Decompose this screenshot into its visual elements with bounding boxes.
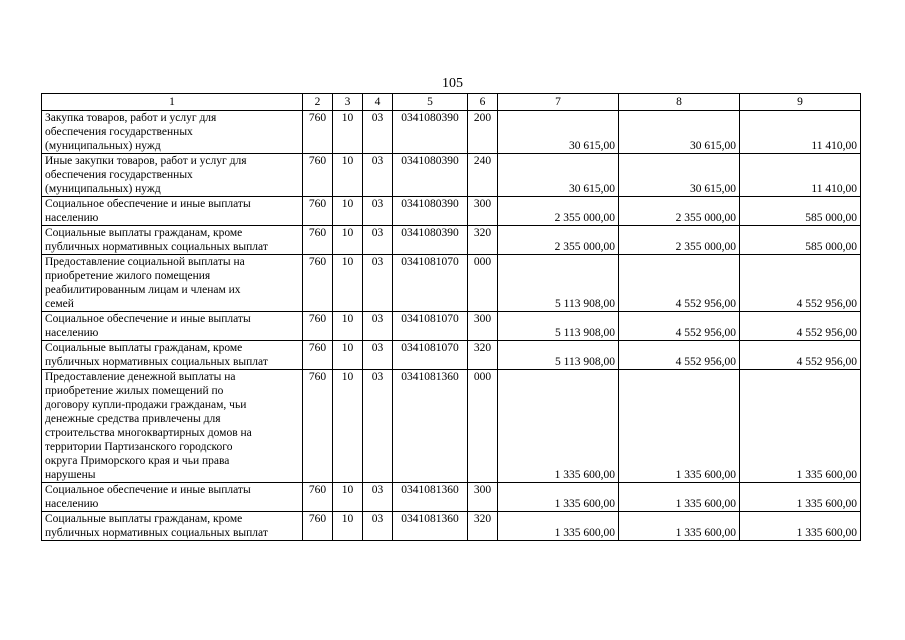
row-name: Социальное обеспечение и иные выплаты населению [42, 197, 303, 226]
row-amount-7: 2 355 000,00 [498, 197, 619, 226]
row-code-6: 200 [468, 111, 498, 154]
row-amount-7: 30 615,00 [498, 154, 619, 197]
header-row [42, 94, 861, 111]
row-amount-7: 2 355 000,00 [498, 226, 619, 255]
table-row [42, 197, 861, 226]
table-row [42, 512, 861, 541]
row-code-4: 03 [363, 111, 393, 154]
row-amount-8: 1 335 600,00 [619, 370, 740, 483]
row-amount-8: 2 355 000,00 [619, 226, 740, 255]
row-name: Закупка товаров, работ и услуг для обеспечения государственных (муниципальных) нужд [42, 111, 303, 154]
row-amount-9: 4 552 956,00 [740, 312, 861, 341]
col-header-4: 4 [363, 94, 393, 111]
row-name: Социальные выплаты гражданам, кроме публичных нормативных социальных выплат [42, 512, 303, 541]
row-amount-9: 1 335 600,00 [740, 512, 861, 541]
row-code-4: 03 [363, 197, 393, 226]
row-code-2: 760 [303, 111, 333, 154]
row-amount-7: 1 335 600,00 [498, 483, 619, 512]
row-code-2: 760 [303, 341, 333, 370]
row-amount-7: 1 335 600,00 [498, 512, 619, 541]
row-code-2: 760 [303, 512, 333, 541]
row-amount-9: 11 410,00 [740, 111, 861, 154]
row-code-5: 0341081360 [393, 370, 468, 483]
row-code-3: 10 [333, 111, 363, 154]
row-code-6: 240 [468, 154, 498, 197]
row-name: Социальные выплаты гражданам, кроме публичных нормативных социальных выплат [42, 341, 303, 370]
row-code-3: 10 [333, 512, 363, 541]
row-code-6: 320 [468, 341, 498, 370]
row-code-2: 760 [303, 154, 333, 197]
row-amount-7: 5 113 908,00 [498, 312, 619, 341]
col-header-9: 9 [740, 94, 861, 111]
col-header-2: 2 [303, 94, 333, 111]
row-code-4: 03 [363, 512, 393, 541]
row-amount-9: 11 410,00 [740, 154, 861, 197]
row-code-4: 03 [363, 255, 393, 312]
col-header-1: 1 [42, 94, 303, 111]
row-code-6: 320 [468, 226, 498, 255]
row-name: Социальное обеспечение и иные выплаты населению [42, 483, 303, 512]
row-code-5: 0341080390 [393, 154, 468, 197]
row-code-6: 300 [468, 197, 498, 226]
row-amount-8: 1 335 600,00 [619, 483, 740, 512]
table-row [42, 154, 861, 197]
row-amount-8: 4 552 956,00 [619, 341, 740, 370]
row-code-4: 03 [363, 341, 393, 370]
table-row [42, 483, 861, 512]
row-code-5: 0341081360 [393, 512, 468, 541]
row-code-4: 03 [363, 312, 393, 341]
row-code-2: 760 [303, 197, 333, 226]
row-amount-9: 585 000,00 [740, 226, 861, 255]
table-row [42, 370, 861, 483]
row-code-3: 10 [333, 341, 363, 370]
row-code-6: 000 [468, 255, 498, 312]
row-amount-7: 30 615,00 [498, 111, 619, 154]
row-code-2: 760 [303, 312, 333, 341]
row-code-3: 10 [333, 483, 363, 512]
row-code-5: 0341080390 [393, 226, 468, 255]
table-row [42, 226, 861, 255]
row-code-3: 10 [333, 312, 363, 341]
row-amount-8: 30 615,00 [619, 111, 740, 154]
row-code-6: 320 [468, 512, 498, 541]
row-amount-7: 5 113 908,00 [498, 341, 619, 370]
row-code-5: 0341080390 [393, 111, 468, 154]
row-code-6: 300 [468, 312, 498, 341]
table-row [42, 341, 861, 370]
row-name: Социальное обеспечение и иные выплаты населению [42, 312, 303, 341]
row-amount-8: 4 552 956,00 [619, 312, 740, 341]
row-name: Иные закупки товаров, работ и услуг для обеспечения государственных (муниципальных) нужд [42, 154, 303, 197]
row-code-4: 03 [363, 154, 393, 197]
budget-table [41, 93, 861, 541]
row-code-2: 760 [303, 370, 333, 483]
row-amount-8: 1 335 600,00 [619, 512, 740, 541]
row-code-2: 760 [303, 483, 333, 512]
row-amount-9: 585 000,00 [740, 197, 861, 226]
row-name: Предоставление социальной выплаты на приобретение жилого помещения реабилитированным лицам и членам их семей [42, 255, 303, 312]
row-code-4: 03 [363, 483, 393, 512]
row-amount-9: 1 335 600,00 [740, 370, 861, 483]
col-header-7: 7 [498, 94, 619, 111]
row-code-6: 000 [468, 370, 498, 483]
row-code-3: 10 [333, 154, 363, 197]
table-row [42, 312, 861, 341]
row-amount-7: 1 335 600,00 [498, 370, 619, 483]
row-code-3: 10 [333, 255, 363, 312]
row-amount-9: 4 552 956,00 [740, 255, 861, 312]
row-code-5: 0341081360 [393, 483, 468, 512]
row-name: Социальные выплаты гражданам, кроме публичных нормативных социальных выплат [42, 226, 303, 255]
row-code-5: 0341081070 [393, 255, 468, 312]
row-code-4: 03 [363, 226, 393, 255]
row-amount-7: 5 113 908,00 [498, 255, 619, 312]
row-amount-8: 2 355 000,00 [619, 197, 740, 226]
row-name: Предоставление денежной выплаты на приобретение жилых помещений по договору купли-продажи гражданам, чьи денежные средства привлечены для строительства многоквартирных домов на территории Партизанского городского округа Приморского края и чьи права нарушены [42, 370, 303, 483]
row-amount-8: 4 552 956,00 [619, 255, 740, 312]
page-number: 105 [442, 76, 463, 91]
row-code-5: 0341080390 [393, 197, 468, 226]
row-code-4: 03 [363, 370, 393, 483]
row-code-2: 760 [303, 255, 333, 312]
row-amount-9: 1 335 600,00 [740, 483, 861, 512]
row-code-5: 0341081070 [393, 312, 468, 341]
row-code-2: 760 [303, 226, 333, 255]
row-code-3: 10 [333, 197, 363, 226]
table-row [42, 111, 861, 154]
row-code-3: 10 [333, 226, 363, 255]
row-amount-8: 30 615,00 [619, 154, 740, 197]
col-header-3: 3 [333, 94, 363, 111]
table-row [42, 255, 861, 312]
col-header-5: 5 [393, 94, 468, 111]
row-code-5: 0341081070 [393, 341, 468, 370]
row-amount-9: 4 552 956,00 [740, 341, 861, 370]
col-header-6: 6 [468, 94, 498, 111]
col-header-8: 8 [619, 94, 740, 111]
row-code-6: 300 [468, 483, 498, 512]
row-code-3: 10 [333, 370, 363, 483]
